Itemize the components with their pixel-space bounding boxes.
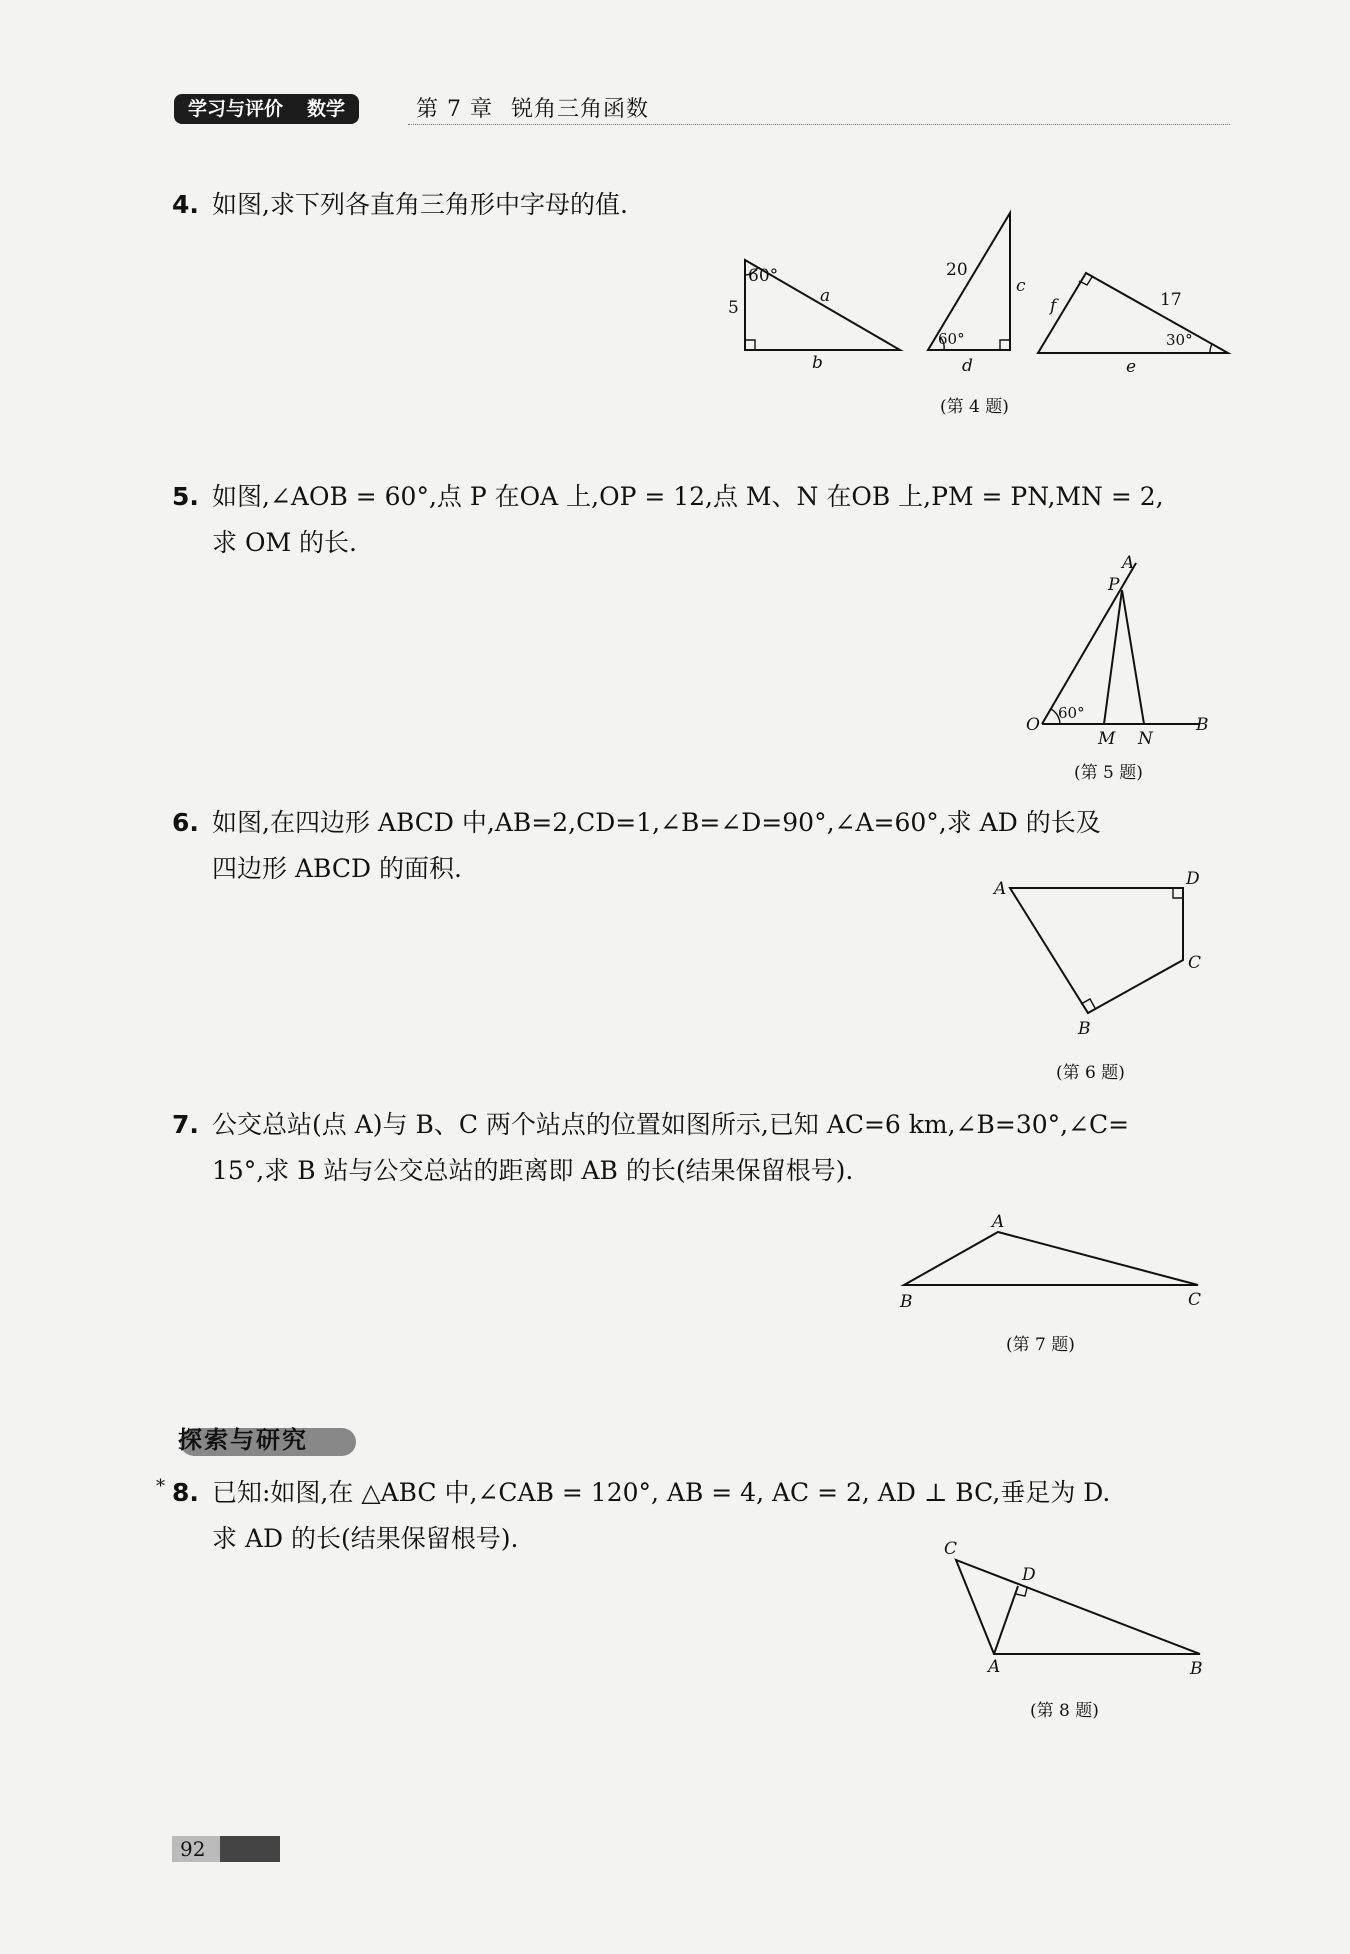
fig5-label-A: A bbox=[1122, 553, 1135, 573]
fig4-t1-base: b bbox=[812, 353, 823, 373]
figure-6-caption: (第 6 题) bbox=[1056, 1063, 1125, 1083]
fig4-t2-hyp: 20 bbox=[946, 260, 968, 280]
fig4-t3-leg: f bbox=[1050, 296, 1057, 316]
fig4-t2-leg: c bbox=[1016, 276, 1026, 296]
fig8-label-D: D bbox=[1022, 1565, 1036, 1585]
problem-number: 6. bbox=[172, 808, 199, 837]
fig7-label-A: A bbox=[992, 1212, 1005, 1232]
problem-number: 7. bbox=[172, 1110, 199, 1139]
figure-8 bbox=[930, 1534, 1220, 1684]
fig4-triangle-3 bbox=[1038, 273, 1228, 353]
figure-4-caption: (第 4 题) bbox=[940, 397, 1009, 417]
fig8-altitude-AD bbox=[994, 1586, 1018, 1654]
fig7-label-C: C bbox=[1188, 1290, 1202, 1310]
problem-text-line2: 求 AD 的长(结果保留根号). bbox=[212, 1524, 519, 1553]
figure-8-caption: (第 8 题) bbox=[1030, 1701, 1099, 1721]
fig4-t1-hyp: a bbox=[820, 286, 831, 306]
fig5-segment-PM bbox=[1104, 590, 1122, 724]
book-title-part1: 学习与评价 bbox=[188, 98, 284, 120]
problem-text-line2: 15°,求 B 站与公交总站的距离即 AB 的长(结果保留根号). bbox=[212, 1156, 854, 1185]
fig4-t1-angle: 60° bbox=[748, 266, 779, 286]
chapter-title: 锐角三角函数 bbox=[510, 97, 649, 122]
fig8-label-C: C bbox=[944, 1539, 958, 1559]
fig4-t2-angle: 60° bbox=[938, 330, 965, 348]
book-title-tab bbox=[174, 94, 359, 124]
page-number: 92 bbox=[180, 1837, 206, 1861]
fig5-ray-OA bbox=[1042, 563, 1136, 724]
fig7-triangle bbox=[904, 1232, 1198, 1285]
fig6-quadrilateral bbox=[1010, 888, 1183, 1013]
challenge-star: * bbox=[156, 1476, 165, 1497]
chapter-number: 第 7 章 bbox=[416, 97, 493, 122]
fig6-label-D: D bbox=[1186, 869, 1200, 889]
figure-5 bbox=[1010, 548, 1230, 748]
section-title: 探索与研究 bbox=[178, 1426, 308, 1454]
fig8-label-A: A bbox=[988, 1657, 1001, 1677]
problem-text: 如图,在四边形 ABCD 中,AB=2,CD=1,∠B=∠D=90°,∠A=60°,求 AD 的长及 bbox=[212, 808, 1101, 837]
figure-5-caption: (第 5 题) bbox=[1074, 763, 1143, 783]
problem-text: 已知:如图,在 △ABC 中,∠CAB = 120°, AB = 4, AC = 2, AD ⊥ BC,垂足为 D. bbox=[212, 1478, 1111, 1507]
fig5-label-O: O bbox=[1026, 715, 1040, 735]
fig5-angle-label: 60° bbox=[1058, 704, 1085, 722]
fig8-triangle bbox=[956, 1560, 1200, 1654]
figure-6 bbox=[990, 868, 1220, 1048]
fig6-label-B: B bbox=[1078, 1019, 1091, 1039]
fig4-t1-side: 5 bbox=[728, 298, 739, 318]
fig5-label-B: B bbox=[1196, 715, 1209, 735]
fig6-label-A: A bbox=[994, 879, 1007, 899]
figure-7-caption: (第 7 题) bbox=[1006, 1335, 1075, 1355]
figure-7 bbox=[890, 1205, 1220, 1315]
fig4-t3-base: e bbox=[1126, 357, 1137, 377]
book-title-part2: 数学 bbox=[307, 98, 346, 120]
page-number-block bbox=[172, 1836, 280, 1862]
fig8-label-B: B bbox=[1190, 1659, 1203, 1679]
fig7-label-B: B bbox=[900, 1292, 913, 1312]
fig4-t3-hyp: 17 bbox=[1160, 290, 1182, 310]
fig5-label-N: N bbox=[1138, 729, 1153, 748]
problem-text-line2: 求 OM 的长. bbox=[212, 528, 357, 557]
chapter-heading bbox=[416, 95, 649, 125]
header-rule bbox=[408, 124, 1230, 125]
fig5-segment-PN bbox=[1122, 590, 1144, 724]
fig6-label-C: C bbox=[1188, 953, 1202, 973]
fig4-t2-base: d bbox=[962, 356, 973, 376]
problem-number: 8. bbox=[172, 1478, 199, 1507]
fig5-label-P: P bbox=[1108, 575, 1120, 595]
fig4-t3-angle: 30° bbox=[1166, 331, 1193, 349]
page-header bbox=[174, 94, 1230, 130]
problem-text: 公交总站(点 A)与 B、C 两个站点的位置如图所示,已知 AC=6 km,∠B=30°,∠C= bbox=[212, 1110, 1130, 1139]
section-banner bbox=[172, 1420, 356, 1458]
problem-number: 5. bbox=[172, 482, 199, 511]
problem-number: 4. bbox=[172, 190, 199, 219]
fig5-label-M: M bbox=[1098, 729, 1116, 748]
problem-text: 如图,求下列各直角三角形中字母的值. bbox=[212, 190, 628, 219]
figure-4 bbox=[700, 205, 1240, 380]
problem-text-line2: 四边形 ABCD 的面积. bbox=[212, 854, 462, 883]
problem-text: 如图,∠AOB = 60°,点 P 在OA 上,OP = 12,点 M、N 在OB 上,PM = PN,MN = 2, bbox=[212, 482, 1164, 511]
